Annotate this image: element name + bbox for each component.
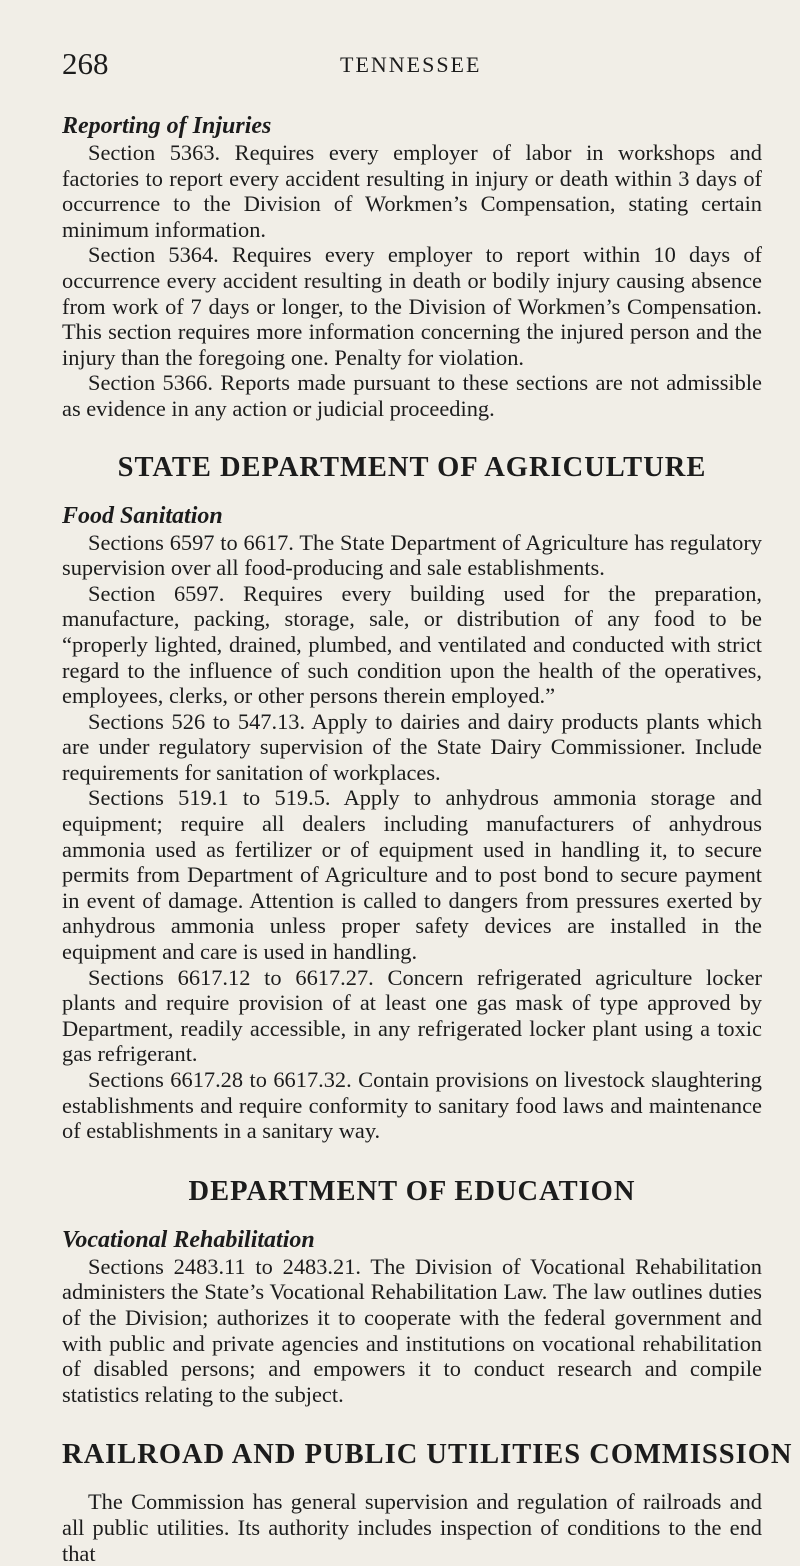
page-number: 268 xyxy=(62,46,109,81)
paragraph: Section 6597. Requires every building used for the preparation, manufacture, packing, storage, sale, or distribution of any food to be “properly lighted, drained, plumbed, and ventilated and conducted with strict regard to the influence of such condition upon the health of the operatives, employees, clerks, or other persons therein employed.” xyxy=(62,580,762,709)
section-heading-education: DEPARTMENT OF EDUCATION xyxy=(188,1175,636,1207)
paragraph: Sections 2483.11 to 2483.21. The Division of Vocational Rehabilitation administers the State’s Vocational Rehabilitation Law. The law outlines duties of the Division; authorizes it to cooperate with the federal government and with public and private agencies and institutions on vocational rehabilitation of disabled persons; and empowers it to conduct research and compile statistics relating to the subject. xyxy=(62,1253,762,1407)
paragraph: Section 5366. Reports made pursuant to these sections are not admissible as evidence in any action or judicial proceeding. xyxy=(62,370,762,421)
section-department-of-education xyxy=(62,1176,762,1408)
paragraph: Sections 6617.28 to 6617.32. Contain provisions on livestock slaughtering establishments and require conformity to sanitary food laws and maintenance of establishments in a sanitary way. xyxy=(62,1067,762,1144)
page-body xyxy=(62,112,793,1566)
page-header xyxy=(62,46,760,84)
paragraph: The Commission has general supervision and regulation of railroads and all public utilities. Its authority includes inspection of conditions to the end that xyxy=(62,1489,762,1566)
paragraph: Sections 6597 to 6617. The State Department of Agriculture has regulatory supervision over all food-producing and sale establishments. xyxy=(62,529,762,581)
section-reporting-of-injuries xyxy=(62,112,762,422)
paragraph: Section 5364. Requires every employer to report within 10 days of occurrence every accident resulting in death or bodily injury causing absence from work of 7 days or longer, to the Division of Workmen’s Compensation. This section requires more information concerning the injured person and the injury than the foregoing one. Penalty for violation. xyxy=(62,242,762,370)
section-department-of-agriculture xyxy=(62,452,762,1144)
paragraph: Sections 519.1 to 519.5. Apply to anhydrous ammonia storage and equipment; require all dealers including manufacturers of anhydrous ammonia used as fertilizer or of equipment used in handling it, to secure permits from Department of Agriculture and to post bond to secure payment in event of damage. Attention is called to dangers from pressures exerted by anhydrous ammonia unless proper safety devices are installed in the equipment and care is used in handling. xyxy=(62,785,762,965)
paragraph: Sections 6617.12 to 6617.27. Concern refrigerated agriculture locker plants and require provision of at least one gas mask of type approved by Department, readily accessible, in any refrigerated locker plant using a toxic gas refrigerant. xyxy=(62,964,762,1067)
subheading-food-sanitation: Food Sanitation xyxy=(62,502,223,529)
subheading-reporting-of-injuries: Reporting of Injuries xyxy=(62,113,272,139)
running-title: TENNESSEE xyxy=(340,52,482,77)
section-railroad-commission xyxy=(62,1439,793,1566)
section-heading-agriculture: STATE DEPARTMENT OF AGRICULTURE xyxy=(117,451,707,483)
paragraph: Sections 526 to 547.13. Apply to dairies and dairy products plants which are under regulatory supervision of the State Dairy Commissioner. Include requirements for sanitation of workplaces. xyxy=(62,708,762,785)
section-heading-railroad: RAILROAD AND PUBLIC UTILITIES COMMISSION xyxy=(62,1439,793,1471)
paragraph: Section 5363. Requires every employer of labor in workshops and factories to report every accident resulting in injury or death within 3 days of occurrence to the Division of Workmen’s Compensation, stating certain minimum information. xyxy=(62,140,762,242)
subheading-vocational-rehabilitation: Vocational Rehabilitation xyxy=(62,1226,315,1253)
